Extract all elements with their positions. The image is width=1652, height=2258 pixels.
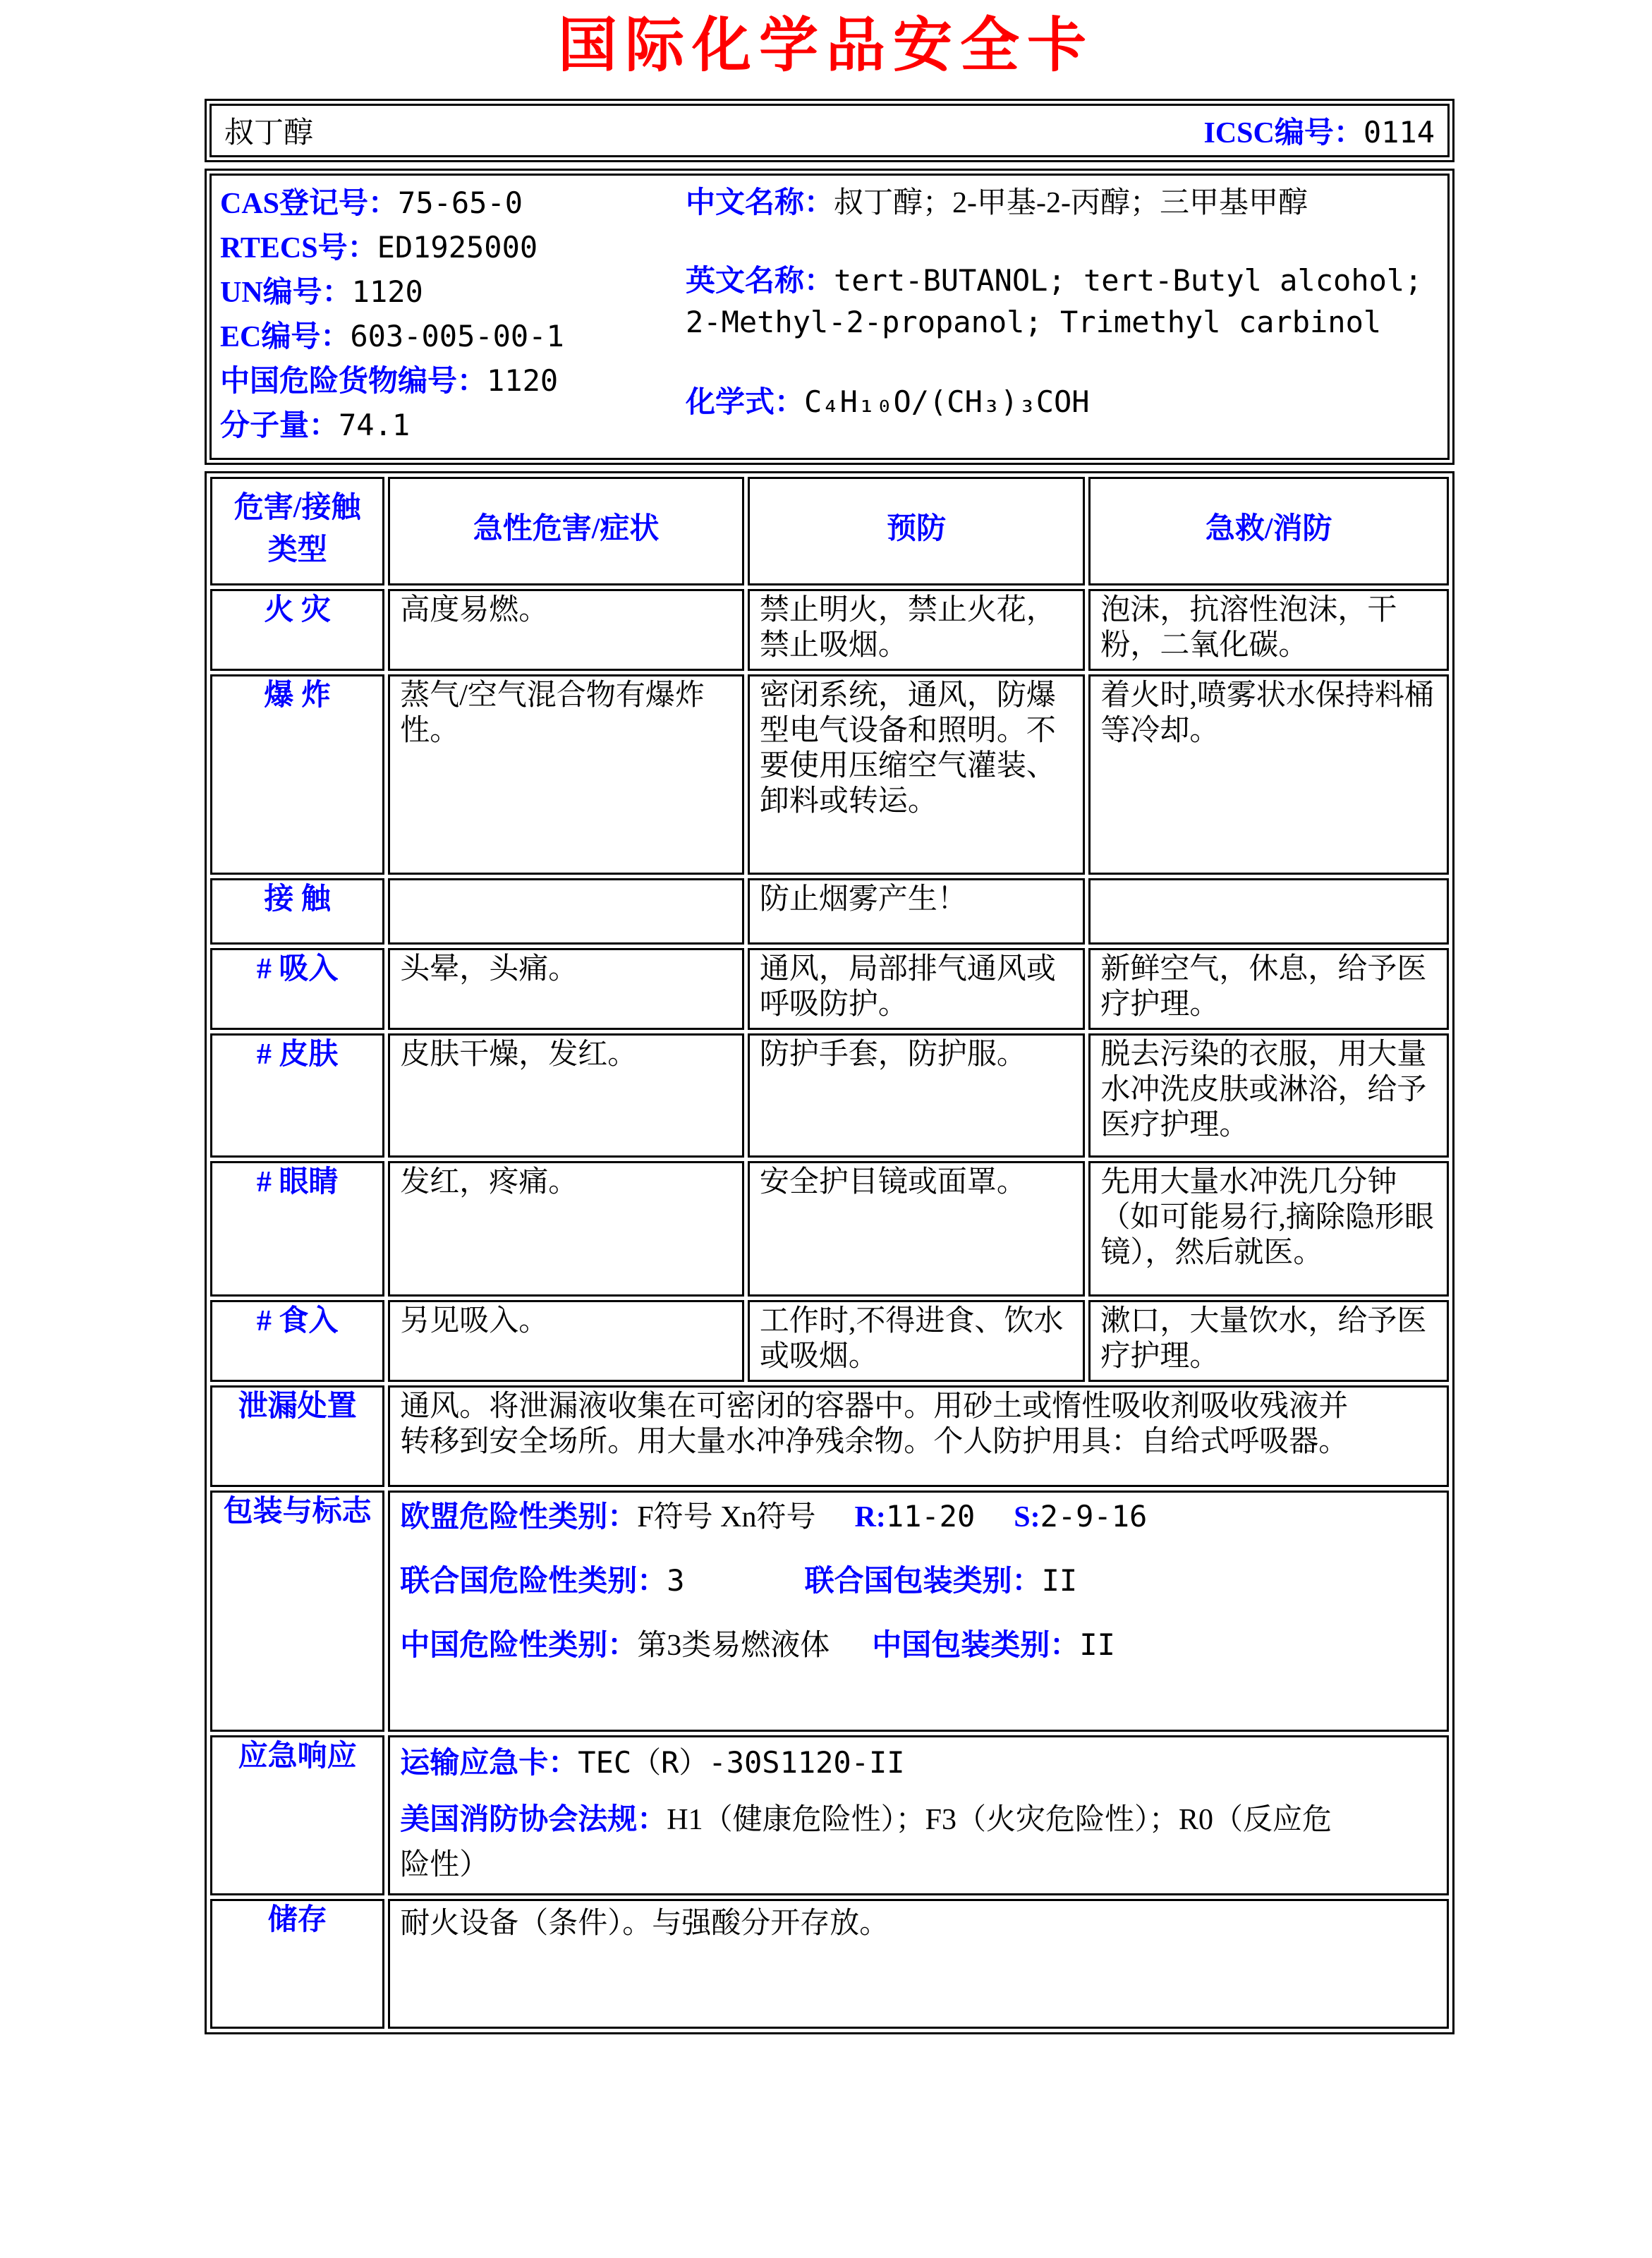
spill-text-cell xyxy=(388,1385,1449,1487)
cas-number-value: 75-65-0 xyxy=(398,186,523,221)
cn-pack-group xyxy=(872,1629,1115,1662)
rtecs-number-value: ED1925000 xyxy=(377,230,538,265)
identity-panel xyxy=(209,174,1450,460)
symptoms-header-cell: 急性危害/症状 xyxy=(388,477,744,585)
type-header-cell xyxy=(210,477,384,585)
inhalation-type-label: # 吸入 xyxy=(210,948,384,1030)
un-pack-value: II xyxy=(1041,1563,1078,1598)
un-class-label: 联合国危险性类别： xyxy=(400,1565,667,1598)
un-number-value: 1120 xyxy=(351,274,423,310)
safety-card-sheet xyxy=(205,99,1454,2034)
packaging-type-label: 包装与标志 xyxy=(210,1491,384,1732)
page-title: 国际化学品安全卡 xyxy=(557,13,1094,79)
substance-name: 叔丁醇 xyxy=(224,117,314,150)
ingestion-prevention-cell: 工作时,不得进食、饮水或吸烟。 xyxy=(748,1300,1085,1382)
explosion-type-label: 爆 炸 xyxy=(210,674,384,875)
eyes-symptoms-cell: 发红，疼痛。 xyxy=(388,1161,744,1297)
ec-number-value: 603-005-00-1 xyxy=(350,319,564,354)
r-phrase-value: 11-20 xyxy=(885,1499,976,1534)
row-spill xyxy=(210,1385,1449,1487)
chinese-name-label: 中文名称： xyxy=(686,187,834,220)
cn-class-value: 第3类易燃液体 xyxy=(637,1629,830,1663)
rtecs-number-line xyxy=(220,226,686,270)
prevention-header-cell: 预防 xyxy=(748,477,1085,585)
type-header-line1: 危害/接触 xyxy=(233,492,361,525)
un-class-line xyxy=(400,1562,1437,1600)
spill-text: 通风。将泄漏液收集在可密闭的容器中。用砂土或惰性吸收剂吸收残液并转移到安全场所。用大量水冲净残余物。个人防护用具：自给式呼吸器。 xyxy=(400,1390,1349,1459)
chinese-name-line xyxy=(686,183,1435,224)
molecular-weight-value: 74.1 xyxy=(339,408,411,443)
english-name-line xyxy=(686,260,1435,344)
nfpa-label: 美国消防协会法规： xyxy=(400,1804,667,1837)
s-phrase-value: 2-9-16 xyxy=(1040,1499,1148,1534)
storage-text: 耐火设备（条件）。与强酸分开存放。 xyxy=(400,1907,889,1941)
hazard-table xyxy=(205,471,1454,2034)
china-dg-number-label: 中国危险货物编号： xyxy=(220,365,487,399)
card-header xyxy=(209,104,1450,157)
explosion-firstaid-cell: 着火时,喷雾状水保持料桶等冷却。 xyxy=(1088,674,1449,875)
fire-prevention-cell: 禁止明火，禁止火花，禁止吸烟。 xyxy=(748,589,1085,671)
icsc-number-value: 0114 xyxy=(1363,115,1435,150)
tec-value: TEC（R）-30S1120-II xyxy=(578,1745,905,1780)
tec-line xyxy=(400,1743,1437,1783)
nfpa-line xyxy=(400,1797,1437,1888)
identity-left-column xyxy=(220,181,686,448)
contact-type-label: 接 触 xyxy=(210,878,384,945)
eyes-firstaid-cell: 先用大量水冲洗几分钟（如可能易行,摘除隐形眼镜），然后就医。 xyxy=(1088,1161,1449,1297)
storage-cell xyxy=(388,1899,1449,2029)
identity-box xyxy=(205,169,1454,465)
un-pack-label: 联合国包装类别： xyxy=(804,1565,1042,1598)
molecular-weight-line xyxy=(220,403,686,448)
type-header-line2: 类型 xyxy=(267,534,327,567)
row-emergency xyxy=(210,1735,1449,1895)
rtecs-number-label: RTECS号： xyxy=(220,232,377,265)
formula-value: C₄H₁₀O/(CH₃)₃COH xyxy=(804,384,1090,420)
nfpa-value: H1（健康危险性）；F3（火灾危险性）；R0（反应危险性） xyxy=(400,1804,1332,1882)
formula-line xyxy=(686,382,1435,423)
ingestion-type-label: # 食入 xyxy=(210,1300,384,1382)
cas-number-line xyxy=(220,181,686,226)
eu-class-label: 欧盟危险性类别： xyxy=(400,1501,638,1534)
r-phrase-group xyxy=(854,1501,975,1534)
s-phrase-label: S: xyxy=(1014,1501,1040,1534)
row-packaging xyxy=(210,1491,1449,1732)
emergency-cell xyxy=(388,1735,1449,1895)
china-dg-number-value: 1120 xyxy=(487,363,559,399)
contact-symptoms-cell xyxy=(388,878,744,945)
contact-prevention-cell: 防止烟雾产生！ xyxy=(748,878,1085,945)
row-fire xyxy=(210,589,1449,671)
fire-type-label: 火 灾 xyxy=(210,589,384,671)
card-header-box xyxy=(205,99,1454,162)
inhalation-firstaid-cell: 新鲜空气，休息，给予医疗护理。 xyxy=(1088,948,1449,1030)
row-storage xyxy=(210,1899,1449,2029)
english-name-label: 英文名称： xyxy=(686,265,834,298)
eyes-type-label: # 眼睛 xyxy=(210,1161,384,1297)
inhalation-prevention-cell: 通风，局部排气通风或呼吸防护。 xyxy=(748,948,1085,1030)
ec-number-line xyxy=(220,315,686,359)
ec-number-label: EC编号： xyxy=(220,321,351,354)
skin-prevention-cell: 防护手套，防护服。 xyxy=(748,1033,1085,1158)
ingestion-firstaid-cell: 漱口，大量饮水，给予医疗护理。 xyxy=(1088,1300,1449,1382)
storage-type-label: 储存 xyxy=(210,1899,384,2029)
s-phrase-group xyxy=(1014,1501,1147,1534)
un-number-label: UN编号： xyxy=(220,277,352,310)
eu-class-line xyxy=(400,1498,1437,1536)
firstaid-header-cell: 急救/消防 xyxy=(1088,477,1449,585)
cn-pack-value: II xyxy=(1079,1627,1115,1663)
page xyxy=(0,13,1652,2034)
formula-label: 化学式： xyxy=(686,387,805,420)
skin-symptoms-cell: 皮肤干燥，发红。 xyxy=(388,1033,744,1158)
un-number-line xyxy=(220,270,686,315)
identity-right-column xyxy=(686,181,1440,448)
eyes-prevention-cell: 安全护目镜或面罩。 xyxy=(748,1161,1085,1297)
chinese-name-value: 叔丁醇；2-甲基-2-丙醇；三甲基甲醇 xyxy=(834,187,1308,220)
cn-class-line xyxy=(400,1627,1437,1664)
fire-symptoms-cell: 高度易燃。 xyxy=(388,589,744,671)
emergency-type-label: 应急响应 xyxy=(210,1735,384,1895)
skin-type-label: # 皮肤 xyxy=(210,1033,384,1158)
icsc-number-group xyxy=(1203,109,1435,152)
explosion-prevention-cell: 密闭系统，通风，防爆型电气设备和照明。不要使用压缩空气灌装、卸料或转运。 xyxy=(748,674,1085,875)
un-pack-group xyxy=(805,1565,1078,1598)
row-inhalation xyxy=(210,948,1449,1030)
spill-type-label: 泄漏处置 xyxy=(210,1385,384,1487)
row-skin xyxy=(210,1033,1449,1158)
cas-number-label: CAS登记号： xyxy=(220,188,399,221)
skin-firstaid-cell: 脱去污染的衣服，用大量水冲洗皮肤或淋浴，给予医疗护理。 xyxy=(1088,1033,1449,1158)
china-dg-number-line xyxy=(220,359,686,403)
cn-class-label: 中国危险性类别： xyxy=(400,1629,638,1663)
inhalation-symptoms-cell: 头晕，头痛。 xyxy=(388,948,744,1030)
english-name-value: tert-BUTANOL; tert-Butyl alcohol; 2-Methyl-2-propanol; Trimethyl carbinol xyxy=(686,263,1423,340)
explosion-symptoms-cell: 蒸气/空气混合物有爆炸性。 xyxy=(388,674,744,875)
hazard-table-header-row xyxy=(210,477,1449,585)
fire-firstaid-cell: 泡沫，抗溶性泡沫，干粉，二氧化碳。 xyxy=(1088,589,1449,671)
cn-pack-label: 中国包装类别： xyxy=(872,1629,1080,1663)
ingestion-symptoms-cell: 另见吸入。 xyxy=(388,1300,744,1382)
row-eyes xyxy=(210,1161,1449,1297)
icsc-number-label: ICSC编号： xyxy=(1203,117,1363,150)
eu-class-value: F符号 Xn符号 xyxy=(637,1501,816,1534)
row-contact xyxy=(210,878,1449,945)
un-class-value: 3 xyxy=(667,1563,685,1598)
row-ingestion xyxy=(210,1300,1449,1382)
row-explosion xyxy=(210,674,1449,875)
contact-firstaid-cell xyxy=(1088,878,1449,945)
packaging-cell xyxy=(388,1491,1449,1732)
molecular-weight-label: 分子量： xyxy=(220,410,339,443)
tec-label: 运输应急卡： xyxy=(400,1747,578,1780)
r-phrase-label: R: xyxy=(854,1501,886,1534)
